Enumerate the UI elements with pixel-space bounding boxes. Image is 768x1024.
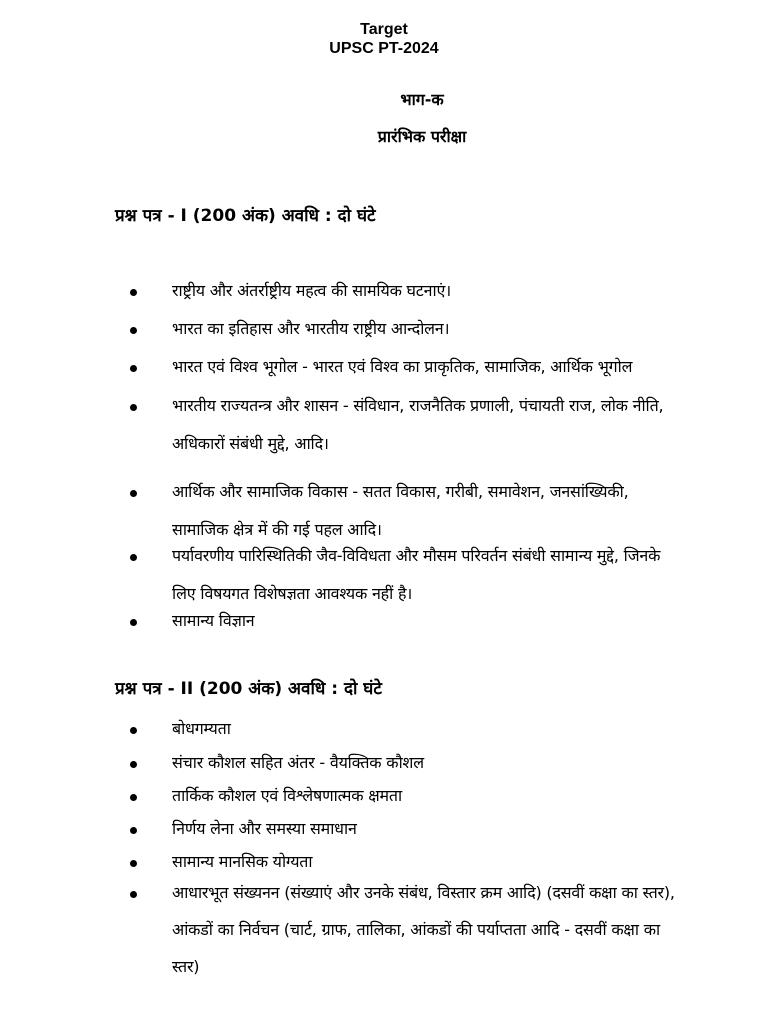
header-exam: UPSC PT-2024: [329, 40, 439, 57]
bullet-icon: [130, 365, 137, 372]
list-item-line: तार्किक कौशल एवं विश्लेषणात्मक क्षमता: [172, 786, 402, 805]
list-item-line: लिए विषयगत विशेषज्ञता आवश्यक नहीं है।: [172, 584, 413, 603]
list-item-line: स्तर): [172, 957, 200, 976]
bullet-icon: [130, 794, 137, 801]
list-item-line: अधिकारों संबंधी मुद्दे, आदि।: [172, 434, 329, 453]
list-item-line: सामान्य मानसिक योग्यता: [172, 852, 313, 871]
bullet-icon: [130, 619, 137, 626]
bullet-icon: [130, 860, 137, 867]
list-item-line: सामान्य विज्ञान: [172, 611, 255, 630]
bullet-icon: [130, 827, 137, 834]
list-item-line: बोधगम्यता: [172, 719, 231, 738]
list-item-line: आर्थिक और सामाजिक विकास - सतत विकास, गरीबी, समावेशन, जनसांख्यिकी,: [172, 482, 629, 501]
bullet-icon: [130, 554, 137, 561]
bullet-icon: [130, 891, 137, 898]
list-item-line: भारत का इतिहास और भारतीय राष्ट्रीय आन्दोलन।: [172, 319, 450, 338]
bullet-icon: [130, 490, 137, 497]
exam-title: प्रारंभिक परीक्षा: [377, 127, 467, 146]
paper1-heading: प्रश्न पत्र - I (200 अंक) अवधि : दो घंटे: [115, 206, 376, 226]
list-item-line: निर्णय लेना और समस्या समाधान: [172, 819, 357, 838]
bullet-icon: [130, 289, 137, 296]
bullet-icon: [130, 327, 137, 334]
list-item-line: पर्यावरणीय पारिस्थितिकी जैव-विविधता और मौसम परिवर्तन संबंधी सामान्य मुद्दे, जिनके: [172, 546, 661, 565]
list-item-line: भारत एवं विश्व भूगोल - भारत एवं विश्व का प्राकृतिक, सामाजिक, आर्थिक भूगोल: [172, 357, 633, 376]
list-item-line: आधारभूत संख्यनन (संख्याएं और उनके संबंध, विस्तार क्रम आदि) (दसवीं कक्षा का स्तर),: [172, 883, 675, 902]
list-item-line: भारतीय राज्यतन्त्र और शासन - संविधान, राजनैतिक प्रणाली, पंचायती राज, लोक नीति,: [172, 396, 664, 415]
bullet-icon: [130, 761, 137, 768]
list-item-line: आंकडों का निर्वचन (चार्ट, ग्राफ, तालिका, आंकडों की पर्याप्तता आदि - दसवीं कक्षा का: [172, 920, 660, 939]
header-target: Target: [360, 21, 408, 38]
list-item-line: संचार कौशल सहित अंतर - वैयक्तिक कौशल: [172, 753, 424, 772]
paper2-heading: प्रश्न पत्र - II (200 अंक) अवधि : दो घंटे: [115, 679, 382, 699]
list-item-line: सामाजिक क्षेत्र में की गई पहल आदि।: [172, 520, 382, 539]
part-title: भाग-क: [400, 90, 444, 109]
list-item-line: राष्ट्रीय और अंतर्राष्ट्रीय महत्व की सामयिक घटनाएं।: [172, 281, 452, 300]
bullet-icon: [130, 404, 137, 411]
bullet-icon: [130, 727, 137, 734]
